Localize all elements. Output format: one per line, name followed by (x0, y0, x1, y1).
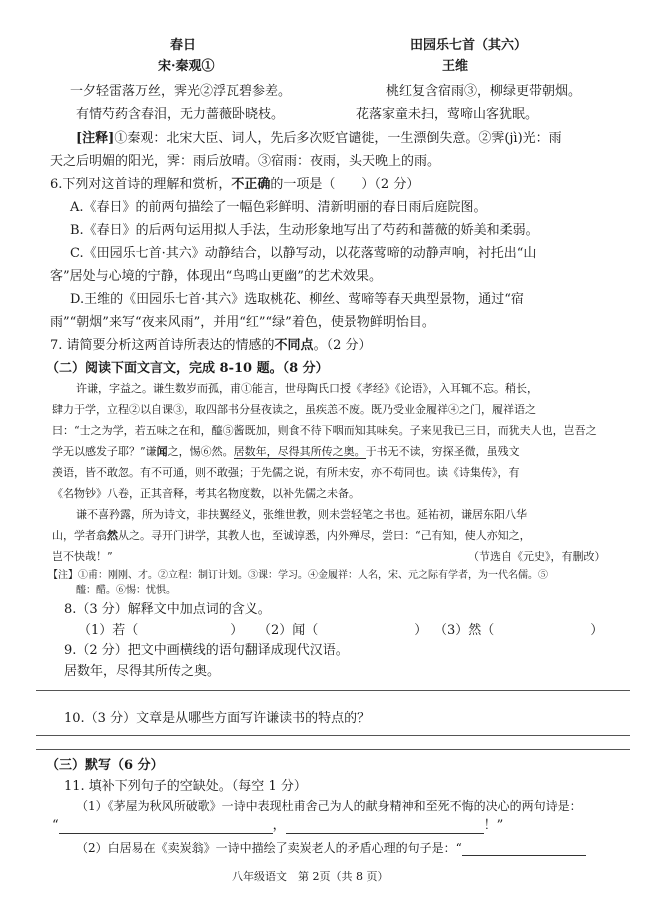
q11-prompt1-blanks: “ ， ！” (52, 818, 504, 833)
poem1-author: 宋·秦观① (158, 59, 215, 74)
passage-line1: 许谦，字益之。谦生数岁而孤，甫①能言，世母陶氏口授《孝经》《论语》，入耳辄不忘。稍长， (76, 382, 538, 395)
passage-line6: 《名物钞》八卷，正其音释，考其名物度数，以补先儒之未备。 (52, 487, 360, 500)
q10-answer-line-1[interactable] (36, 735, 630, 736)
q10-answer-line-2[interactable] (36, 749, 630, 750)
poem2-line1: 桃红复含宿雨③，柳绿更带朝烟。 (386, 84, 582, 99)
poem1-line1: 一夕轻雷落万丝，霁光②浮瓦碧参差。 (70, 84, 292, 99)
poem2-author: 王维 (442, 59, 469, 74)
passage-source: （节选自《元史》，有删改） (468, 550, 606, 563)
poem2-line2: 花落家童未扫，莺啼山客犹眠。 (356, 107, 539, 122)
q9-stem: 9.（2 分）把文中画横线的语句翻译成现代汉语。 (64, 643, 349, 658)
q11-blank-2[interactable] (286, 819, 484, 834)
q11-blank-1[interactable] (59, 819, 273, 834)
q6-option-c-line1: C.《田园乐七首·其六》动静结合，以静写动，以花落莺啼的动静声响，衬托出“山 (70, 246, 537, 261)
q10-stem: 10.（3 分）文章是从哪些方面写许谦读书的特点的？ (64, 711, 371, 726)
q11-blank-3[interactable] (462, 841, 586, 856)
notes1-line1: [注释]①秦观：北宋大臣、词人，先后多次贬官谴徙，一生漂倒失意。②霁(jì)光：雨 (76, 131, 562, 146)
q11-prompt1: （1）《茅屋为秋风所破歌》一诗中表现杜甫舍己为人的献身精神和至死不悔的决心的两句诗是： (76, 799, 582, 813)
q8-item3: （3）然（ ） (434, 623, 604, 638)
passage-line4: 学无以感发子耶？”谦闻之，惕⑥然。居数年，尽得其所传之奥。于书无不读，穷探圣微，虽残文 (52, 445, 520, 458)
q9-answer-line[interactable] (36, 690, 630, 691)
notes2-line2: 醯：醋。⑥惕：忧惧。 (76, 585, 176, 596)
passage-line2: 肆力于学，立程②以自课③，取四部书分昼夜读之，虽疾恙不废。既乃受业金履祥④之门，履祥语之 (52, 403, 536, 416)
q9-sentence: 居数年，尽得其所传之奥。 (64, 664, 221, 679)
q6-option-b: B.《春日》的后两句运用拟人手法，生动形象地写出了芍药和蔷薇的娇美和柔弱。 (70, 223, 539, 238)
q7-stem: 7. 请简要分析这两首诗所表达的情感的不同点。（2 分） (50, 338, 372, 353)
q8-item2: （2）闻（ ） (258, 623, 428, 638)
poem1-line2: 有情芍药含春泪，无力蔷薇卧晓枝。 (76, 107, 285, 122)
q6-option-d-line2: 雨”“朝烟”来写“夜来风雨”，并用“红”“绿”着色，使景物鲜明怡目。 (50, 315, 435, 330)
section2-heading: （二）阅读下面文言文，完成 8-10 题。（8 分） (46, 361, 329, 376)
q6-option-c-line2: 客”居处与心境的宁静，体现出“鸟鸣山更幽”的艺术效果。 (50, 269, 382, 284)
dotted-word-ran: 然 (107, 529, 118, 542)
passage-line8: 山，学者翕然从之。寻开门讲学，其教人也，至诚谆悉，内外殚尽，尝曰：“己有知，使人亦知之， (52, 529, 531, 542)
notes2-line1: 【注】①甫：刚刚、才。②立程：制订计划。③课：学习。④金履祥：人名，宋、元之际有学者，为一代名儒。⑤ (48, 570, 548, 581)
poem1-title: 春日 (170, 38, 197, 53)
passage-line9: 岂不快哉！” (52, 550, 113, 563)
q8-item1: （1）若（ ） (78, 623, 244, 638)
section3-heading: （三）默写（6 分） (46, 758, 164, 773)
q11-prompt2: （2）白居易在《卖炭翁》一诗中描绘了卖炭老人的矛盾心理的句子是：“ (76, 840, 586, 856)
q6-option-a: A.《春日》的前两句描绘了一幅色彩鲜明、清新明丽的春日雨后庭院图。 (70, 200, 487, 215)
underlined-sentence: 居数年，尽得其所传之奥。 (233, 445, 366, 458)
page-footer: 八年级语文 第 2页（共 8 页） (232, 870, 389, 883)
q8-stem: 8.（3 分）解释文中加点词的含义。 (64, 602, 271, 617)
notes1-line2: 天之后明媚的阳光，霁：雨后放晴。③宿雨：夜雨，头天晚上的雨。 (50, 154, 441, 169)
dotted-word-wen: 闻 (156, 445, 168, 458)
q6-option-d-line1: D.王维的《田园乐七首·其六》选取桃花、柳丝、莺啼等春天典型景物，通过“宿 (70, 292, 524, 307)
q11-stem: 11. 填补下列句子的空缺处。（每空 1 分） (64, 779, 307, 794)
passage-line3: 曰：“士之为学，若五味之在和，醯⑤酱既加，则食不待下咽而知其味矣。子来见我已三日，而犹夫人也，岂吾之 (52, 424, 597, 437)
passage-line5: 羡语，皆不敢忽。有不可通，则不敢强；于先儒之说，有所未安，亦不苟同也。读《诗集传》，有 (52, 466, 520, 479)
poem2-title: 田园乐七首（其六） (410, 38, 528, 53)
passage-line7: 谦不喜矜露，所为诗文，非扶翼经义，张维世教，则未尝轻笔之书也。延祐初，谦居东阳八华 (76, 508, 527, 521)
q6-stem: 6.下列对这首诗的理解和赏析，不正确的一项是（ ）（2 分） (50, 177, 420, 192)
notes1-label: [注释] (76, 131, 115, 146)
